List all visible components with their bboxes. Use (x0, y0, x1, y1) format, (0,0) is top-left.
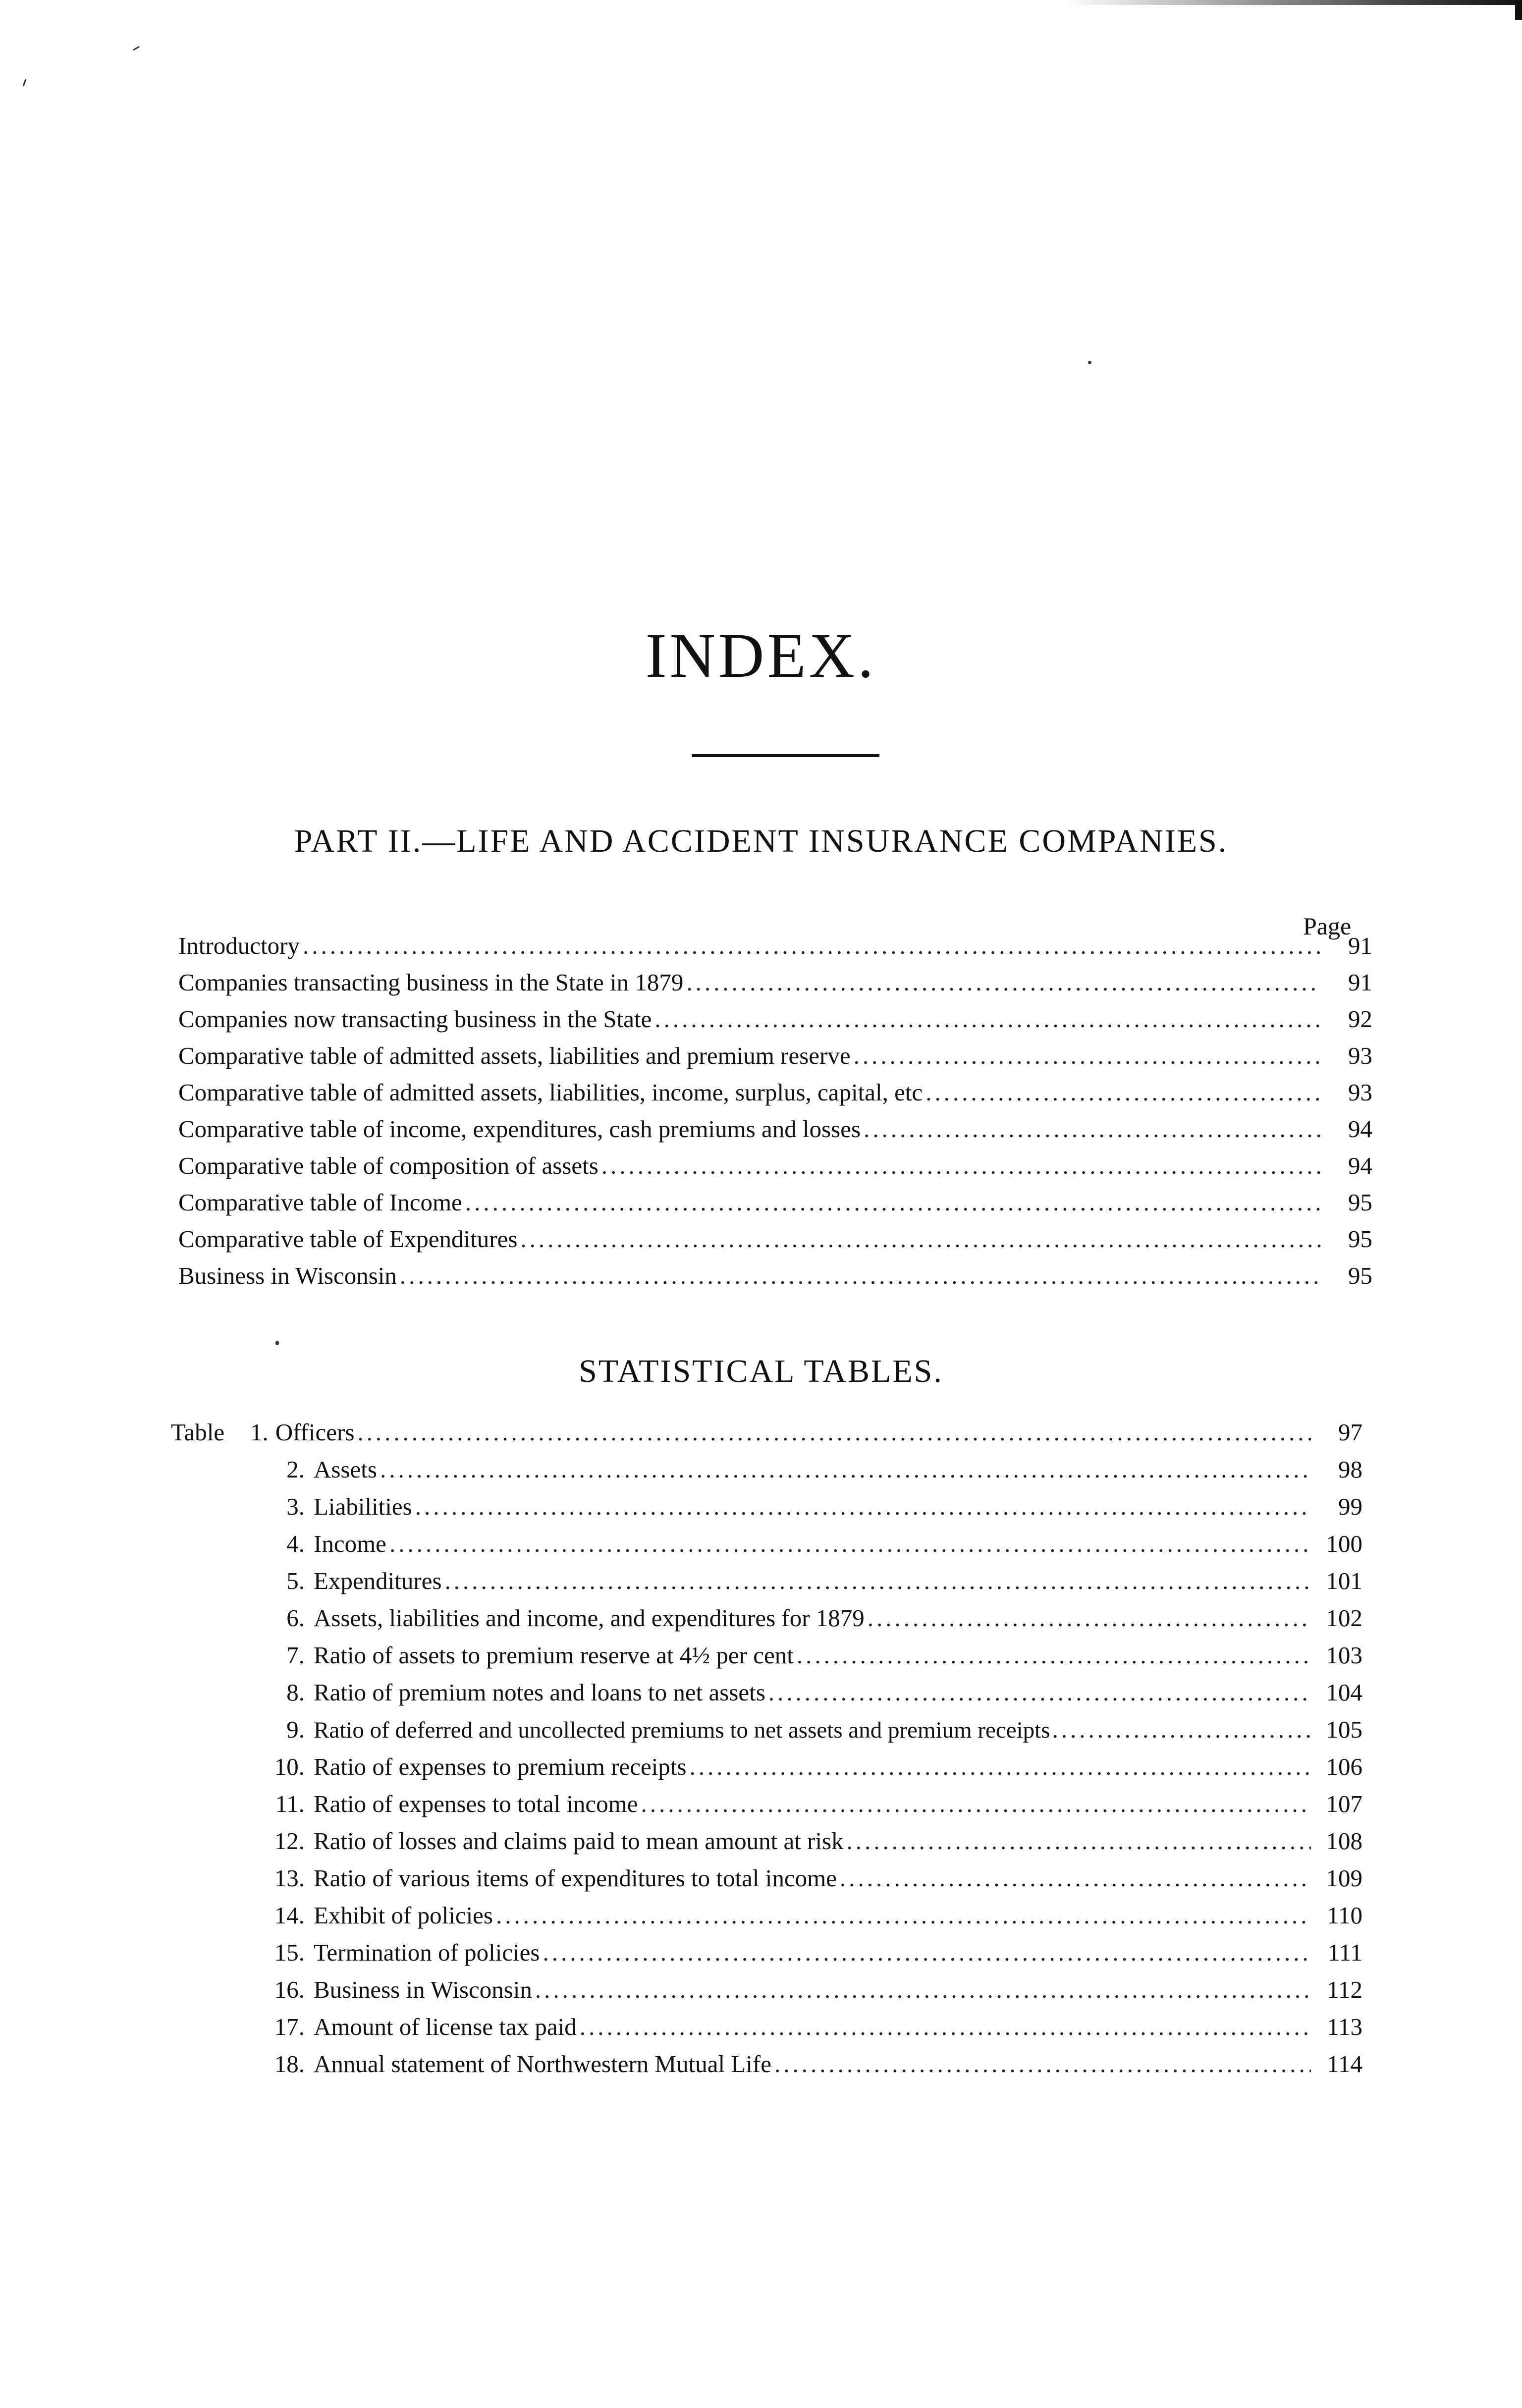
leader-dots (925, 1078, 1321, 1106)
entry-page: 100 (1326, 1530, 1362, 1557)
entry-page: 103 (1326, 1642, 1362, 1669)
leader-dots (768, 1678, 1311, 1706)
entry-title: Annual statement of Northwestern Mutual Life (314, 2050, 771, 2078)
leader-dots (303, 931, 1321, 960)
table-number: 13. (274, 1864, 305, 1892)
table-number: 15. (274, 1939, 305, 1966)
list-item (178, 931, 1372, 968)
entry-title: Ratio of losses and claims paid to mean amount at risk (314, 1827, 844, 1855)
page-column-label: Page (1303, 912, 1352, 940)
leader-dots (686, 968, 1321, 996)
scan-edge-corner (1515, 0, 1522, 20)
entry-title: Ratio of deferred and uncollected premiums to net assets and premium receipts (314, 1717, 1050, 1743)
entry-page: 94 (1348, 1152, 1372, 1179)
scan-speck (133, 46, 140, 51)
part-heading: PART II.—LIFE AND ACCIDENT INSURANCE COMPANIES. (294, 823, 1228, 859)
entry-page: 105 (1326, 1716, 1362, 1743)
table-number: 16. (274, 1976, 305, 2003)
entry-title: Ratio of assets to premium reserve at 4½ per cent (314, 1642, 794, 1669)
entry-title: Companies transacting business in the State in 1879 (178, 969, 684, 996)
entry-title: Business in Wisconsin (314, 1976, 532, 2003)
leader-dots (520, 1225, 1321, 1253)
leader-dots (496, 1901, 1311, 1929)
table-number: 11. (275, 1790, 305, 1817)
entry-page: 102 (1326, 1604, 1362, 1632)
leader-dots (465, 1188, 1321, 1216)
entry-title: Exhibit of policies (314, 1902, 493, 1929)
list-item (171, 1530, 1362, 1567)
table-number: 17. (274, 2013, 305, 2040)
entry-title: Income (314, 1530, 386, 1557)
entry-title: Business in Wisconsin (178, 1262, 397, 1289)
entry-page: 114 (1327, 2050, 1362, 2078)
entry-page: 104 (1326, 1679, 1362, 1706)
entry-page: 91 (1348, 932, 1372, 959)
list-item (178, 1078, 1372, 1115)
entry-page: 109 (1326, 1864, 1362, 1892)
entry-title: Liabilities (314, 1493, 412, 1520)
entry-page: 95 (1348, 1262, 1372, 1289)
leader-dots (641, 1790, 1311, 1818)
leader-dots (690, 1752, 1311, 1781)
leader-dots (797, 1641, 1311, 1669)
list-item (171, 1418, 1362, 1455)
table-number: 2. (286, 1456, 305, 1483)
entry-title: Expenditures (314, 1567, 442, 1594)
list-item (171, 1975, 1362, 2013)
table-number: 7. (286, 1642, 305, 1669)
table-number: 14. (274, 1902, 305, 1929)
leader-dots (535, 1975, 1311, 2004)
entry-title: Ratio of premium notes and loans to net assets (314, 1679, 765, 1706)
list-item (178, 1151, 1372, 1188)
entry-page: 91 (1348, 969, 1372, 996)
list-item (171, 1567, 1362, 1604)
part-contents-list (178, 931, 1372, 1298)
entry-title: Assets, liabilities and income, and expenditures for 1879 (314, 1604, 865, 1632)
list-item (171, 1715, 1362, 1752)
entry-title: Ratio of various items of expenditures to total income (314, 1864, 837, 1892)
entry-title: Comparative table of composition of assets (178, 1152, 598, 1179)
scan-speck (1088, 361, 1091, 364)
entry-title: Comparative table of Income (178, 1189, 462, 1216)
section-heading: STATISTICAL TABLES. (579, 1353, 943, 1389)
list-item (171, 1790, 1362, 1827)
entry-title: Ratio of expenses to total income (314, 1790, 638, 1817)
title-rule (692, 754, 879, 757)
table-number: 18. (274, 2050, 305, 2078)
page-title: INDEX. (645, 620, 877, 691)
list-item (171, 1492, 1362, 1530)
leader-dots (415, 1492, 1311, 1521)
table-number: 9. (286, 1716, 305, 1743)
statistical-tables-list (171, 1418, 1362, 2087)
list-item (171, 1641, 1362, 1678)
list-item (171, 1864, 1362, 1901)
list-item (178, 1115, 1372, 1151)
list-item (171, 2050, 1362, 2087)
leader-dots (774, 2050, 1311, 2078)
scan-speck (23, 79, 27, 86)
leader-dots (389, 1530, 1311, 1558)
entry-title: Assets (314, 1456, 377, 1483)
list-item (171, 1901, 1362, 1938)
entry-page: 110 (1327, 1902, 1362, 1929)
leader-dots (580, 2013, 1311, 2041)
leader-dots (847, 1827, 1311, 1855)
scan-speck (275, 1341, 279, 1345)
entry-title: Termination of policies (314, 1939, 540, 1966)
entry-page: 93 (1348, 1079, 1372, 1106)
entry-title: Officers (275, 1419, 355, 1446)
table-number: 8. (286, 1679, 305, 1706)
entry-page: 113 (1327, 2013, 1362, 2040)
list-item (171, 1455, 1362, 1492)
list-item (178, 1261, 1372, 1298)
entry-title: Comparative table of admitted assets, liabilities, income, surplus, capital, etc (178, 1079, 923, 1106)
entry-page: 94 (1348, 1115, 1372, 1143)
entry-page: 93 (1348, 1042, 1372, 1069)
entry-title: Comparative table of admitted assets, liabilities and premium reserve (178, 1042, 851, 1069)
entry-title: Companies now transacting business in the State (178, 1005, 652, 1033)
table-number: 4. (286, 1530, 305, 1557)
list-item (171, 1678, 1362, 1715)
scan-edge-shadow (0, 0, 1522, 5)
entry-page: 111 (1328, 1939, 1362, 1966)
list-item (178, 968, 1372, 1005)
list-item (171, 1752, 1362, 1790)
entry-page: 98 (1338, 1456, 1362, 1483)
leader-dots (380, 1455, 1311, 1483)
entry-title: Amount of license tax paid (314, 2013, 577, 2040)
entry-title: Comparative table of Expenditures (178, 1225, 518, 1253)
leader-dots (400, 1261, 1321, 1290)
entry-page: 95 (1348, 1189, 1372, 1216)
entry-page: 106 (1326, 1753, 1362, 1780)
list-item (178, 1188, 1372, 1225)
table-number: 6. (286, 1604, 305, 1632)
list-item (178, 1005, 1372, 1041)
entry-page: 108 (1326, 1827, 1362, 1855)
entry-title: Introductory (178, 932, 300, 959)
list-item (178, 1225, 1372, 1261)
entry-page: 99 (1338, 1493, 1362, 1520)
entry-page: 112 (1327, 1976, 1362, 2003)
table-number: 1. (250, 1419, 269, 1446)
entry-page: 95 (1348, 1225, 1372, 1253)
leader-dots (445, 1567, 1311, 1595)
list-item (171, 1938, 1362, 1975)
leader-dots (357, 1418, 1311, 1446)
list-item (171, 2013, 1362, 2050)
leader-dots (543, 1938, 1311, 1967)
entry-page: 107 (1326, 1790, 1362, 1817)
leader-dots (864, 1115, 1321, 1143)
list-item (171, 1827, 1362, 1864)
list-item (171, 1604, 1362, 1641)
leader-dots (601, 1151, 1321, 1180)
entry-title: Ratio of expenses to premium receipts (314, 1753, 687, 1780)
entry-title: Comparative table of income, expenditures, cash premiums and losses (178, 1115, 861, 1143)
entry-page: 92 (1348, 1005, 1372, 1033)
leader-dots (1052, 1715, 1316, 1744)
table-number: 3. (286, 1493, 305, 1520)
leader-dots (840, 1864, 1311, 1892)
entry-page: 101 (1326, 1567, 1362, 1594)
leader-dots (854, 1041, 1321, 1070)
leader-dots (868, 1604, 1311, 1632)
table-number: 10. (274, 1753, 305, 1780)
table-number: 12. (274, 1827, 305, 1855)
table-number: 5. (286, 1567, 305, 1594)
list-item (178, 1041, 1372, 1078)
entry-page: 97 (1338, 1419, 1362, 1446)
leader-dots (654, 1005, 1321, 1033)
table-prefix: Table (171, 1419, 225, 1446)
